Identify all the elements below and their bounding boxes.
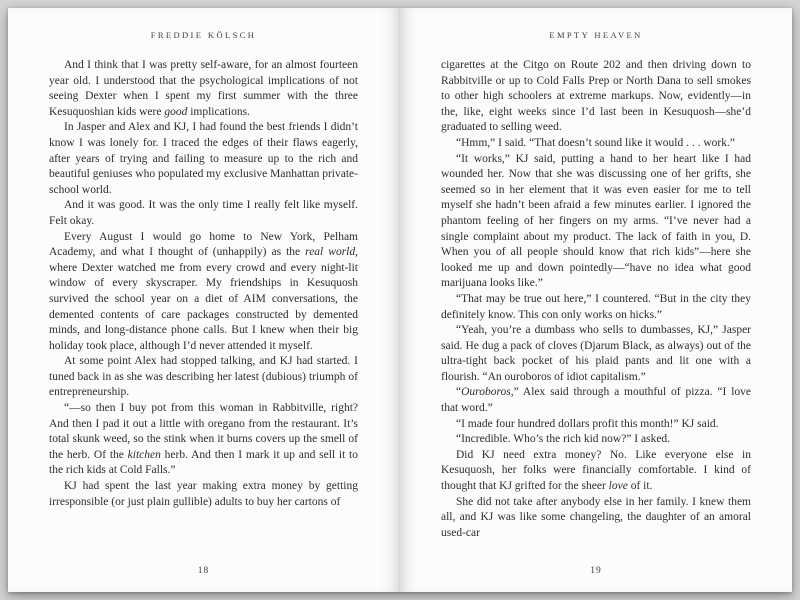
paragraph: And it was good. It was the only time I really felt like myself. Felt okay.	[49, 199, 358, 227]
paragraph: In Jasper and Alex and KJ, I had found the best friends I didn’t know I was lonely for. I traced the edges of their flaws eagerly, after years of trying and failing to measure up to the rich and beautiful geniuses who populated my exclusive Manhattan private-school world.	[49, 121, 358, 196]
paragraph: She did not take after anybody else in her family. I knew them all, and KJ was like some changeling, the daughter of an amoral used-car	[441, 495, 751, 539]
paragraph: “I made four hundred dollars profit this month!” KJ said.	[456, 417, 719, 430]
paragraph: “Ouroboros,” Alex said through a mouthful of pizza. “I love that word.”	[441, 386, 751, 415]
paragraph: “—so then I buy pot from this woman in Rabbitville, right? And then I pad it out a little with oregano from the restaurant. It’s total skunk weed, so the stink when it burns covers up the smell of the herb. Of the kitchen herb. And then I mark it up and sell it to the rich kids at Cold Falls.”	[49, 402, 358, 477]
page-number-right: 19	[590, 566, 602, 576]
page-left	[8, 8, 400, 592]
page-right-body	[441, 58, 751, 552]
page-number-left: 18	[197, 566, 210, 576]
paragraph: Did KJ need extra money? No. Like everyone else in Kesuquosh, her folks were financially comfortable. I kind of thought that KJ grifted for the sheer love of it.	[441, 448, 751, 493]
running-header-author: FREDDIE KÖLSCH	[150, 30, 257, 40]
paragraph: KJ had spent the last year making extra money by getting irresponsible (or just plain gullible) adults to buy her cartons of	[49, 480, 358, 508]
paragraph: Every August I would go home to New York, Pelham Academy, and what I thought of (unhappily) as the real world, where Dexter watched me from every crowd and every night-lit window of every skyscraper. My friendships in Kesuquosh survived the school year on a diet of AIM conversations, the demented contents of care packages constructed by demented minds, and long-distance phone calls. But I knew when their big holiday took place, although I’d never attended it myself.	[49, 230, 358, 352]
page-right	[400, 8, 792, 592]
paragraph: “It works,” KJ said, putting a hand to her heart like I had wounded her. Now that she was discussing one of her grifts, she seemed so in her element that it was even easier for me to tell myself she hadn’t been afraid a few minutes earlier. I ignored the phantom feeling of her fingers on my arms. “I’ve never had a single complaint about my product. The lack of faith in you, D. When you of all people should know that rich kids”—here she looked me up and down pointedly—“have no idea what good marijuana looks like.”	[441, 152, 751, 290]
running-header-title: EMPTY HEAVEN	[549, 30, 643, 40]
paragraph: “Incredible. Who’s the rich kid now?” I asked.	[456, 433, 671, 446]
paragraph: cigarettes at the Citgo on Route 202 and then driving down to Rabbitville or up to Cold Falls Prep or North Dana to sell smokes to other high schoolers at extreme markups. Now, evidently—in the, like, eight weeks since I’d last been in Kesuquosh—she’d graduated to selling weed.	[441, 59, 751, 134]
paragraph: “Hmm,” I said. “That doesn’t sound like it would . . . work.”	[456, 136, 735, 149]
page-left-body	[49, 58, 358, 552]
paragraph: At some point Alex had stopped talking, and KJ had started. I tuned back in as she was describing her latest (dubious) triumph of entrepreneurship.	[49, 355, 358, 399]
paragraph: And I think that I was pretty self-aware, for an almost fourteen year old. I understood that the psychological implications of not seeing Dexter when I spent my first summer with the three Kesuquoshian kids were good implications.	[49, 59, 358, 118]
book-spread	[8, 8, 792, 592]
paragraph: “Yeah, you’re a dumbass who sells to dumbasses, KJ,” Jasper said. He dug a pack of cloves (Djarum Black, as always) out of the ultra-tight back pocket of his plaid pants and lit one with a flourish. “An ouroboros of idiot capitalism.”	[441, 324, 751, 383]
paragraph: “That may be true out here,” I countered. “But in the city they definitely know. This con only works on hicks.”	[441, 292, 751, 321]
